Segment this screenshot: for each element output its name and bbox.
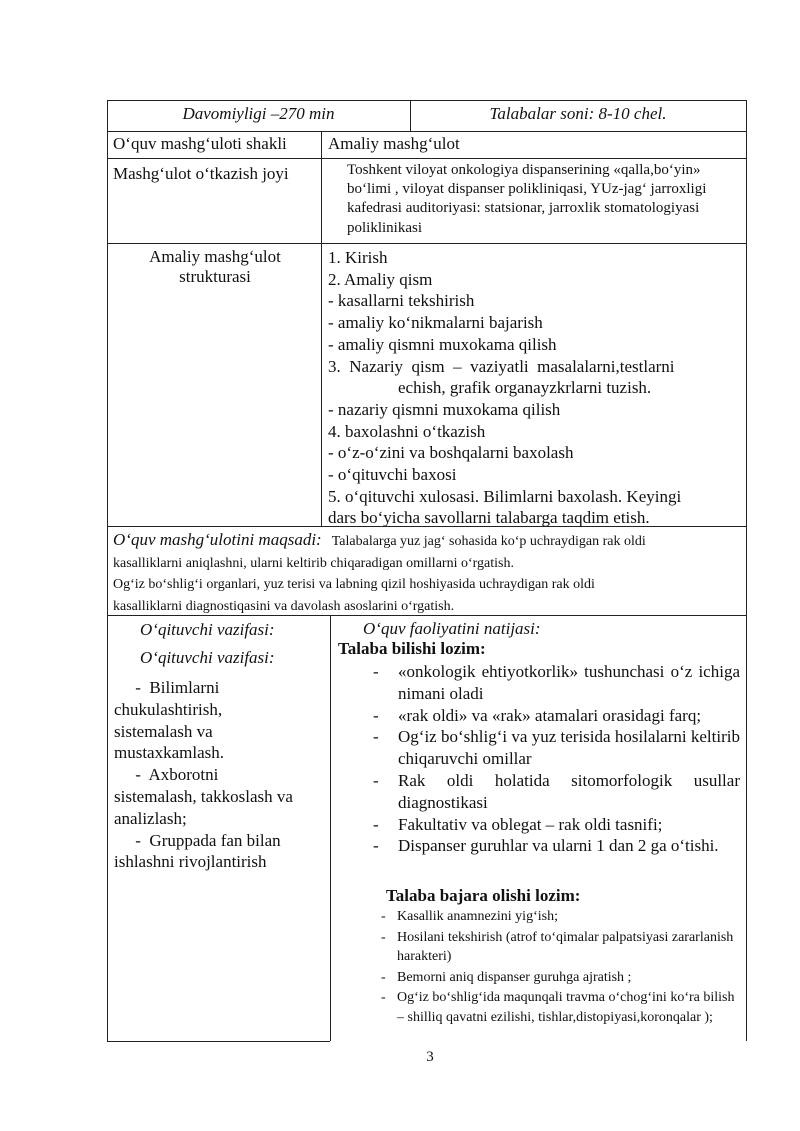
row-divider-2: [107, 158, 747, 159]
know-heading: Talaba bilishi lozim:: [338, 639, 486, 658]
structure-item: - kasallarni tekshirish: [328, 291, 475, 311]
structure-item: 3. Nazariy qism – vaziyatli masalalarni,testlarni: [328, 356, 675, 376]
structure-item: 2. Amaliy qism: [328, 269, 433, 289]
teacher-task-line: ishlashni rivojlantirish: [114, 852, 267, 872]
teacher-heading-2: O‘qituvchi vazifasi:: [140, 648, 275, 667]
teacher-task-line: sistemalash va: [114, 721, 213, 741]
list-item: - Dispanser guruhlar va ularni 1 dan 2 ga o‘tishi.: [338, 835, 740, 857]
teacher-cell-bottom: [107, 1041, 330, 1042]
form-label: O‘quv mashg‘uloti shakli: [113, 134, 287, 153]
do-heading: Talaba bajara olishi lozim:: [386, 886, 581, 905]
table-right-border-top: [746, 100, 747, 615]
list-item: - «onkologik ehtiyotkorlik» tushunchasi o‘z ichiga nimani oladi: [338, 661, 740, 705]
goal-label: O‘quv mashg‘ulotini maqsadi:: [113, 530, 322, 549]
list-item: - Fakultativ va oblegat – rak oldi tasnifi;: [338, 814, 740, 836]
teacher-task-line: - Axborotni: [114, 765, 219, 785]
structure-item: - nazariy qismni muxokama qilish: [328, 399, 561, 419]
goal-block: [113, 529, 743, 617]
structure-item: dars bo‘yicha savollarni talabarga taqdim etish.: [328, 508, 650, 528]
list-item: - Og‘iz bo‘shlig‘ida maqunqali travma o‘chog‘ini ko‘ra bilish – shilliq qavatni ezilishi, tishlar,distopiyasi,koronqalar );: [375, 988, 735, 1027]
list-item: - Bemorni aniq dispanser guruhga ajratish ;: [375, 968, 735, 988]
label-column-divider: [321, 131, 322, 526]
structure-item: - o‘qituvchi baxosi: [328, 465, 457, 485]
structure-item: - amaliy ko‘nikmalarni bajarish: [328, 313, 543, 333]
teacher-task-line: chukulashtirish,: [114, 699, 223, 719]
results-heading: O‘quv faoliyatini natijasi:: [363, 619, 541, 638]
list-item: - Og‘iz bo‘shlig‘i va yuz terisida hosilalarni keltirib chiqaruvchi omillar: [338, 726, 740, 770]
place-label: Mashg‘ulot o‘tkazish joyi: [113, 164, 289, 183]
row-divider-3: [107, 243, 747, 244]
list-item: - Rak oldi holatida sitomorfologik usullar diagnostikasi: [338, 770, 740, 814]
table-top-border: [107, 100, 747, 101]
teacher-task-line: sistemalash, takkoslash va: [114, 786, 293, 806]
teacher-task-line: mustaxkamlash.: [114, 743, 225, 763]
structure-item: - amaliy qismni muxokama qilish: [328, 334, 557, 354]
list-item: - Kasallik anamnezini yig‘ish;: [375, 907, 735, 927]
page-number: 3: [426, 1049, 434, 1065]
duration-cell: Davomiyligi –270 min: [182, 104, 335, 123]
goal-text-1: Talabalarga yuz jag‘ sohasida ko‘p uchraydigan rak oldi: [331, 534, 646, 549]
goal-text-2: kasalliklarni aniqlashni, ularni keltirib chiqaradigan omillarni o‘rgatish.: [113, 555, 514, 571]
row-divider-1: [107, 131, 747, 132]
students-cell: Talabalar soni: 8-10 chel.: [489, 104, 667, 123]
structure-item: - o‘z-o‘zini va boshqalarni baxolash: [328, 443, 574, 463]
goal-text-3: Og‘iz bo‘shlig‘i organlari, yuz terisi va labning qizil hoshiyasida uchraydigan rak oldi: [113, 577, 595, 592]
teacher-column-divider: [330, 615, 331, 1041]
table-right-border-bottom: [746, 615, 747, 1041]
list-item: - Hosilani tekshirish (atrof to‘qimalar palpatsiyasi zararlanish harakteri): [375, 928, 735, 967]
teacher-tasks: [114, 677, 324, 873]
know-list: [338, 661, 740, 857]
structure-list: [328, 247, 740, 529]
do-list: [375, 907, 735, 1029]
teacher-task-line: analizlash;: [114, 808, 187, 828]
list-item: - «rak oldi» va «rak» atamalari orasidagi farq;: [338, 705, 740, 727]
structure-item: 1. Kirish: [328, 248, 388, 267]
structure-item: 4. baxolashni o‘tkazish: [328, 421, 486, 441]
teacher-heading-1: O‘qituvchi vazifasi:: [140, 620, 275, 639]
teacher-task-line: - Gruppada fan bilan: [114, 830, 281, 850]
table-left-border: [107, 100, 108, 1041]
structure-item: echish, grafik organayzkrlarni tuzish.: [398, 378, 652, 398]
goal-text-4: kasalliklarni diagnostiqasini va davolash asoslarini o‘rgatish.: [113, 598, 455, 614]
place-value: Toshkent viloyat onkologiya dispanserining «qalla,bo‘yin» bo‘limi , viloyat dispanser polikliniqasi, YUz-jag‘ jarroxligi kafedrasi auditoriyasi: statsionar, jarroxlik stomatologiyasi poliklinikasi: [347, 162, 707, 236]
structure-item: 5. o‘qituvchi xulosasi. Bilimlarni baxolash. Keyingi: [328, 486, 682, 506]
form-value: Amaliy mashg‘ulot: [328, 134, 460, 153]
teacher-task-line: - Bilimlarni: [114, 678, 220, 697]
structure-label: Amaliy mashg‘ulot strukturasi: [149, 247, 281, 287]
